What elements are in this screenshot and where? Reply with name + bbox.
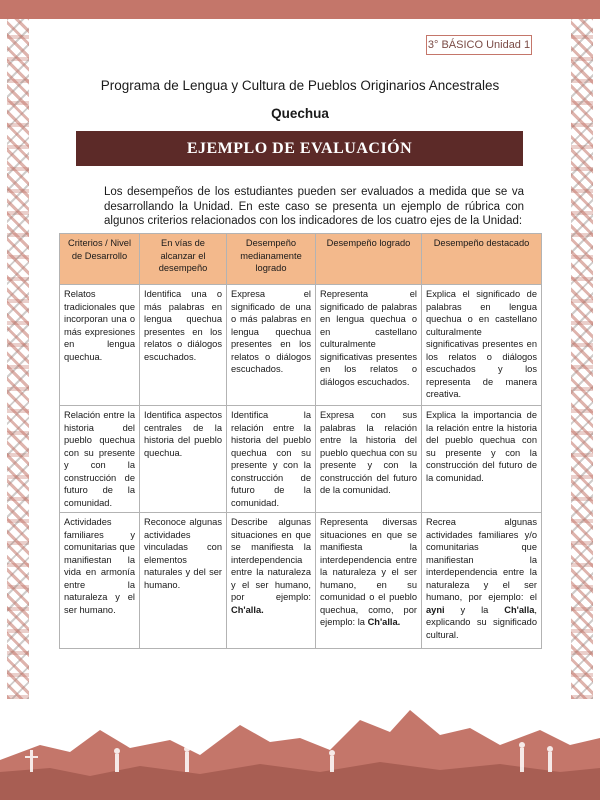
cell-highlight: Ch'alla	[504, 604, 535, 615]
table-cell: Actividades familiares y comunitarias que manifiestan la vida en armonía entre la naturaleza y el ser humano.	[60, 513, 140, 649]
header-medianamente: Desempeño medianamente logrado	[227, 234, 316, 285]
header-en-vias: En vías de alcanzar el desempeño	[140, 234, 227, 285]
table-cell: Relación entre la historia del pueblo quechua con su presente y con la construcción de futuro de la comunidad.	[60, 406, 140, 513]
program-title: Programa de Lengua y Cultura de Pueblos Originarios Ancestrales	[100, 78, 500, 93]
cell-text: Representa diversas situaciones en que se manifiesta la interdependencia entre la naturaleza y el ser humano, en su comunidad o el pueblo quechua, como, por ejemplo: la	[320, 517, 417, 627]
table-row	[60, 513, 542, 649]
cell-text: Describe algunas situaciones en que se manifiesta la interdependencia entre la naturaleza y el ser humano, por ejemplo:	[231, 517, 311, 602]
table-header-row	[60, 234, 542, 285]
table-row	[60, 285, 542, 406]
table-cell: Representa el significado de palabras en lengua quechua o en castellano culturalmente significativas presentes en los relatos o diálogos escuchados.	[316, 285, 422, 406]
top-decorative-bar	[0, 0, 600, 19]
table-cell: Identifica aspectos centrales de la historia del pueblo quechua.	[140, 406, 227, 513]
cell-highlight: Ch'alla.	[231, 604, 264, 615]
table-cell: Explica la importancia de la relación entre la historia del pueblo quechua con su presente y con la construcción del futuro de la comunidad.	[422, 406, 542, 513]
cell-highlight: Ch'alla.	[367, 617, 401, 627]
table-cell: Reconoce algunas actividades vinculadas con elementos naturales y del ser humano.	[140, 513, 227, 649]
table-cell: Expresa el significado de una o más palabras en lengua quechua presentes en los relatos o diálogos escuchados.	[227, 285, 316, 406]
table-cell: Expresa con sus palabras la relación entre la historia del pueblo quechua con su presente y con la construcción del futuro de la comunidad.	[316, 406, 422, 513]
table-cell: Identifica una o más palabras en lengua quechua presentes en los relatos o diálogos escuchados.	[140, 285, 227, 406]
header-logrado: Desempeño logrado	[316, 234, 422, 285]
cell-highlight: ayni	[426, 604, 445, 615]
section-banner: EJEMPLO DE EVALUACIÓN	[76, 131, 523, 166]
language-subtitle: Quechua	[271, 106, 329, 121]
header-destacado: Desempeño destacado	[422, 234, 542, 285]
footer-illustration	[0, 690, 600, 800]
table-row	[60, 406, 542, 513]
table-cell	[422, 513, 542, 649]
cell-text: Recrea algunas actividades familiares y/o comunitarias que manifiestan la interdependencia entre la naturaleza y el ser humano, por ejemplo: el	[426, 517, 537, 602]
right-decorative-border	[571, 19, 593, 699]
table-cell: Relatos tradicionales que incorporan una o más expresiones en lengua quechua.	[60, 285, 140, 406]
left-decorative-border	[7, 19, 29, 699]
cell-text: , explicando su significado cultural.	[426, 604, 537, 640]
unit-badge: 3° BÁSICO Unidad 1	[426, 35, 532, 55]
table-cell: Explica el significado de palabras en lengua quechua o en castellano culturalmente significativas presentes en los relatos o diálogos escuchados y los representa de manera creativa.	[422, 285, 542, 406]
intro-paragraph: Los desempeños de los estudiantes pueden ser evaluados a medida que se va desarrollando la Unidad. En este caso se presenta un ejemplo de rúbrica con algunos criterios relacionados con los indicadores de los cuatro ejes de la Unidad:	[104, 186, 524, 227]
header-criteria: Criterios / Nivel de Desarrollo	[60, 234, 140, 285]
cell-text: y la	[460, 604, 489, 615]
table-cell: Identifica la relación entre la historia del pueblo quechua con su presente y con la construcción de futuro de la comunidad.	[227, 406, 316, 513]
table-cell	[316, 513, 422, 649]
table-cell	[227, 513, 316, 649]
rubric-table	[59, 233, 542, 649]
